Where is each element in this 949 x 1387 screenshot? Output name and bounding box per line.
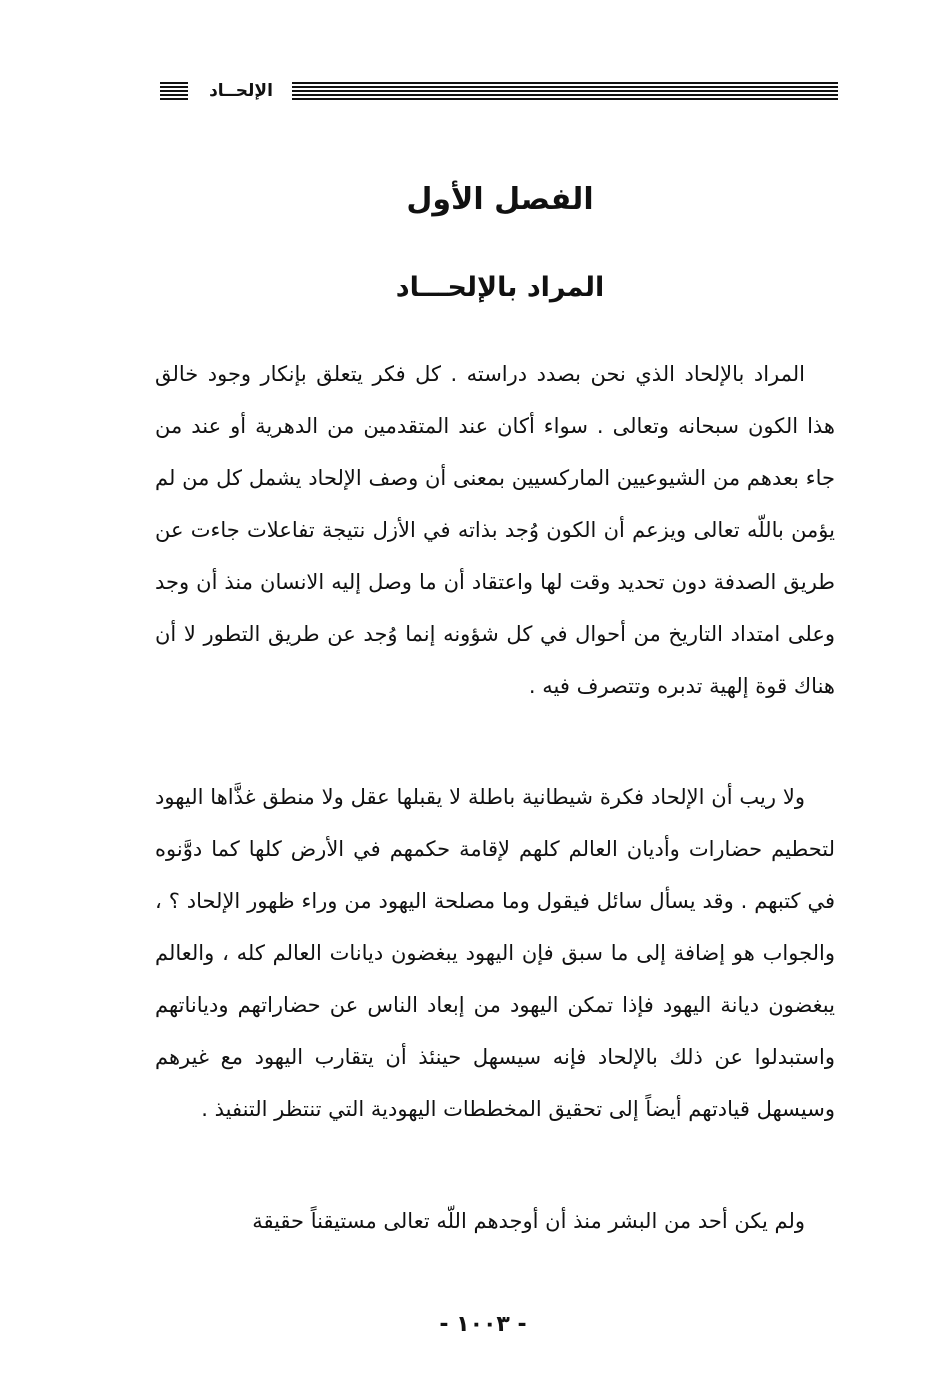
running-header: [160, 78, 838, 104]
header-rule-right: [292, 82, 838, 100]
running-header-title: الإلحــاد: [209, 81, 273, 101]
section-title: المراد بالإلحـــاد: [395, 272, 605, 303]
paragraph-2: ولا ريب أن الإلحاد فكرة شيطانية باطلة لا يقبلها عقل ولا منطق غذَّاها اليهود لتحطيم حضارات وأديان العالم كلهم لإقامة حكمهم في الأرض كلها كما دوَّنوه في كتبهم . وقد يسأل سائل فيقول وما مصلحة اليهود من وراء ظهور الإلحاد ؟ ، والجواب هو إضافة إلى ما سبق فإن اليهود يبغضون ديانات العالم كله ، والعالم يبغضون ديانة اليهود فإذا تمكن اليهود من إبعاد الناس عن حضاراتهم ودياناتهم واستبدلوا عن ذلك بالإلحاد فإنه سيسهل حينئذ أن يتقارب اليهود مع غيرهم وسيسهل قيادتهم أيضاً إلى تحقيق المخططات اليهودية التي تنتظر التنفيذ .: [155, 785, 835, 1121]
chapter-title: الفصل الأول: [406, 182, 594, 217]
paragraph-3: ولم يكن أحد من البشر منذ أن أوجدهم اللّه تعالى مستيقناً حقيقة: [252, 1209, 805, 1233]
page-number: - ١٠٠٣ -: [439, 1312, 527, 1337]
header-rule-left: [160, 82, 188, 100]
paragraph-1: المراد بالإلحاد الذي نحن بصدد دراسته . كل فكر يتعلق بإنكار وجود خالق هذا الكون سبحانه وتعالى . سواء أكان عند المتقدمين من الدهرية أو عند من جاء بعدهم من الشيوعيين الماركسيين بمعنى أن وصف الإلحاد يشمل كل من لم يؤمن باللّه تعالى ويزعم أن الكون وُجد بذاته في الأزل نتيجة تفاعلات جاءت عن طريق الصدفة دون تحديد وقت لها واعتقاد أن ما وصل إليه الانسان منذ أن وجد وعلى امتداد التاريخ من أحوال في كل شؤونه إنما وُجد عن طريق التطور لا أن هناك قوة إلهية تدبره وتتصرف فيه .: [155, 362, 835, 698]
